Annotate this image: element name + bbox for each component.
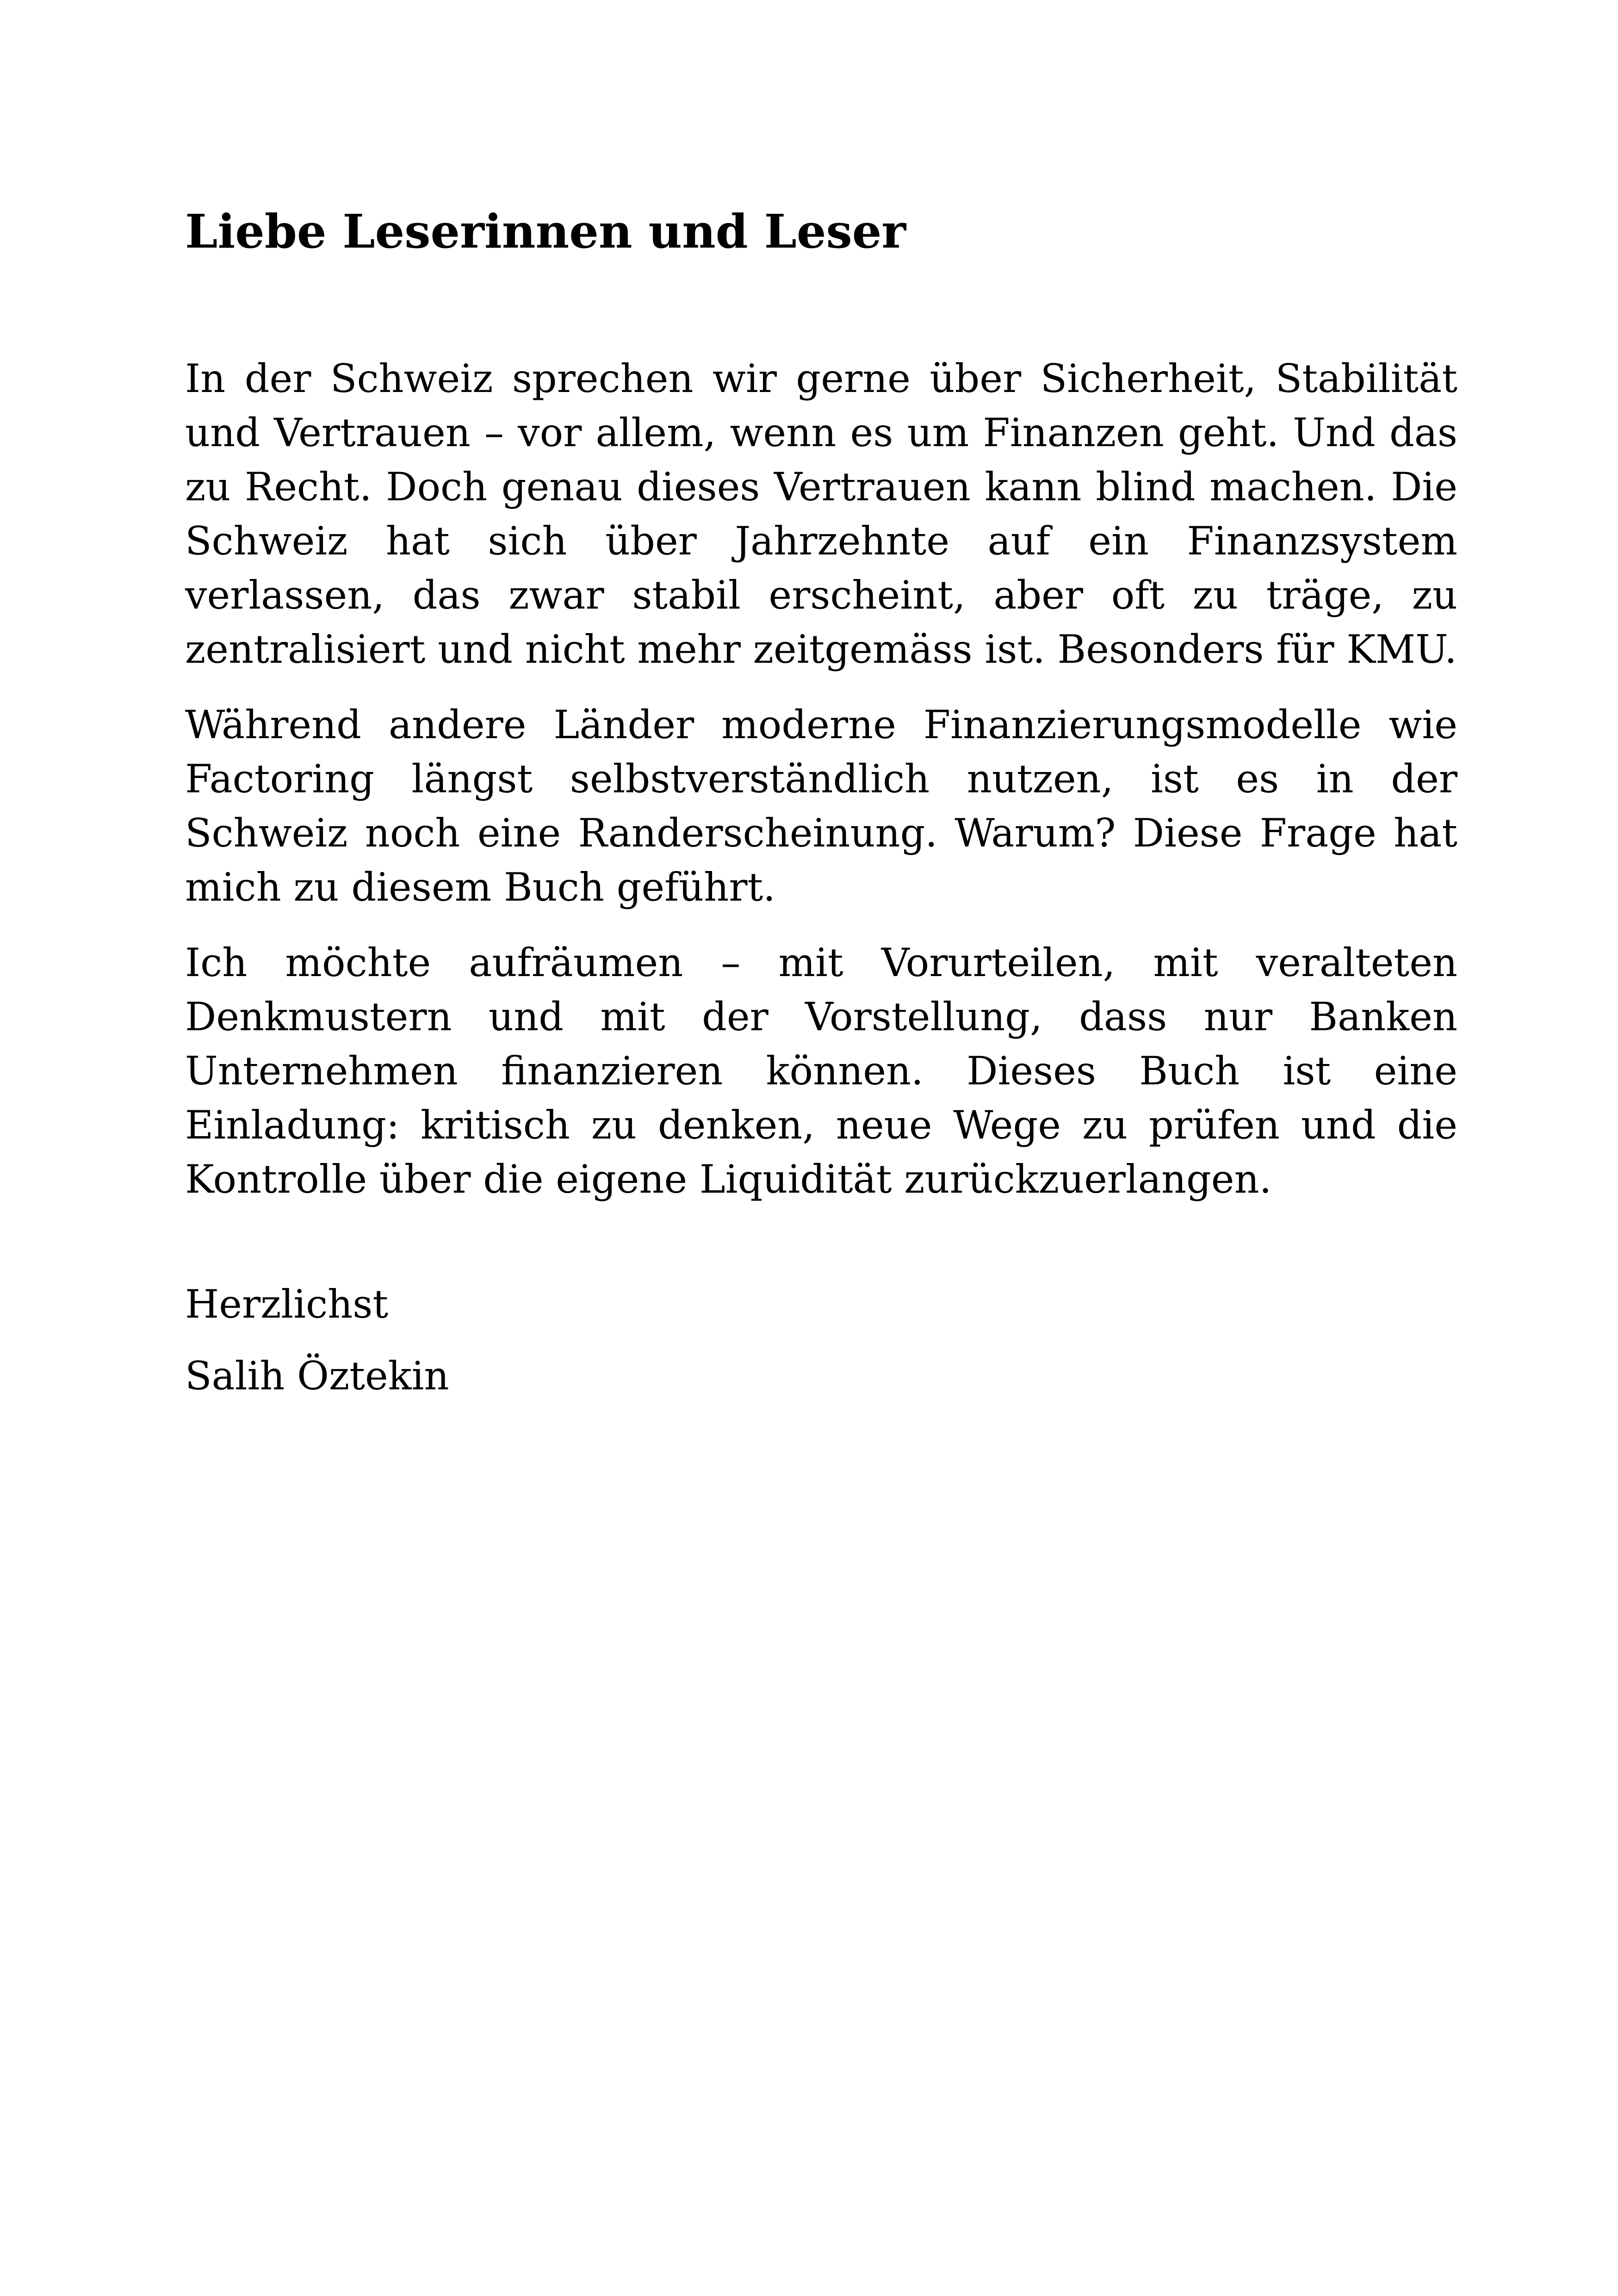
closing-block [185,1277,1457,1421]
paragraph-3: Ich möchte aufräumen – mit Vorurteilen, mit veralteten Denkmustern und mit der Vorstellung, dass nur Banken Unternehmen finanzieren können. Dieses Buch ist eine Einladung: kritisch zu denken, neue Wege zu prüfen und die Kontrolle über die eigene Liquidität zurückzuerlangen. [185,940,1457,1202]
paragraph-1: In der Schweiz sprechen wir gerne über Sicherheit, Stabilität und Vertrauen – vor allem, wenn es um Finanzen geht. Und das zu Recht. Doch genau dieses Vertrauen kann blind machen. Die Schweiz hat sich über Jahrzehnte auf ein Finanzsystem verlassen, das zwar stabil erscheint, aber oft zu träge, zu zentralisiert und nicht mehr zeitgemäss ist. Besonders für KMU. [185,356,1457,672]
page-title: Liebe Leserinnen und Leser [185,204,906,259]
paragraph-2: Während andere Länder moderne Finanzierungsmodelle wie Factoring längst selbstverständlich nutzen, ist es in der Schweiz noch eine Randerscheinung. Warum? Diese Frage hat mich zu diesem Buch geführt. [185,702,1457,910]
closing-salutation: Herzlichst [185,1282,389,1327]
letter-body [185,352,1457,1228]
author-signature: Salih Öztekin [185,1353,449,1399]
